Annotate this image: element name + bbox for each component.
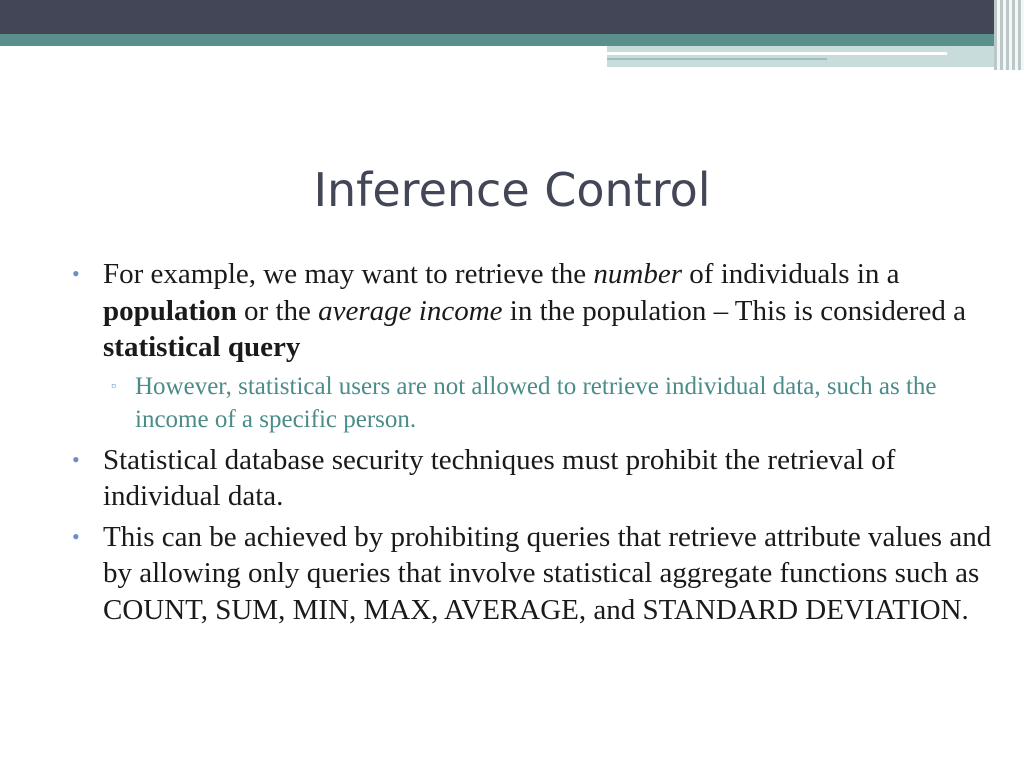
slide-title: Inference Control xyxy=(313,163,711,217)
sub-bullet-1-text: However, statistical users are not allowed to retrieve individual data, such as the income of a specific person. xyxy=(135,372,937,433)
bullet-1-text-a: For example, we may want to retrieve the xyxy=(103,258,594,290)
bullet-1-strong-statistical-query: statistical query xyxy=(103,331,301,363)
bullet-3-text: This can be achieved by prohibiting queries that retrieve attribute values and by allowing only queries that involve statistical aggregate functions such as COUNT, SUM, MIN, MAX, AVERAGE, and STANDARD DEVIATION. xyxy=(103,520,992,626)
header-accent-line xyxy=(607,52,947,55)
bullet-1-text-b: of individuals in a xyxy=(682,258,900,290)
slide-content xyxy=(72,256,992,632)
bullet-item-2 xyxy=(72,442,992,515)
bullet-1-emphasis-number: number xyxy=(593,258,683,290)
header-dark-band xyxy=(0,0,1024,34)
bullet-1-emphasis-average-income: average income xyxy=(318,294,503,327)
header-stripes xyxy=(994,0,1024,70)
bullet-dot-icon: • xyxy=(72,446,80,472)
header-accent-line-secondary xyxy=(607,58,827,60)
header-teal-band xyxy=(0,34,1024,46)
bullet-item-1 xyxy=(72,256,992,366)
bullet-1-text-c: or the xyxy=(236,294,319,327)
header-light-block xyxy=(607,46,1024,67)
bullet-dot-icon: • xyxy=(72,523,80,549)
bullet-item-3 xyxy=(72,519,992,629)
sub-bullet-square-icon: ▫ xyxy=(111,378,116,394)
bullet-dot-icon: • xyxy=(72,261,80,286)
bullet-1-text-d: in the population – This is considered a xyxy=(502,294,966,327)
bullet-1-strong-population: population xyxy=(103,294,237,327)
bullet-2-text: Statistical database security techniques must prohibit the retrieval of individual data. xyxy=(103,443,896,512)
sub-bullet-item-1 xyxy=(72,370,992,436)
